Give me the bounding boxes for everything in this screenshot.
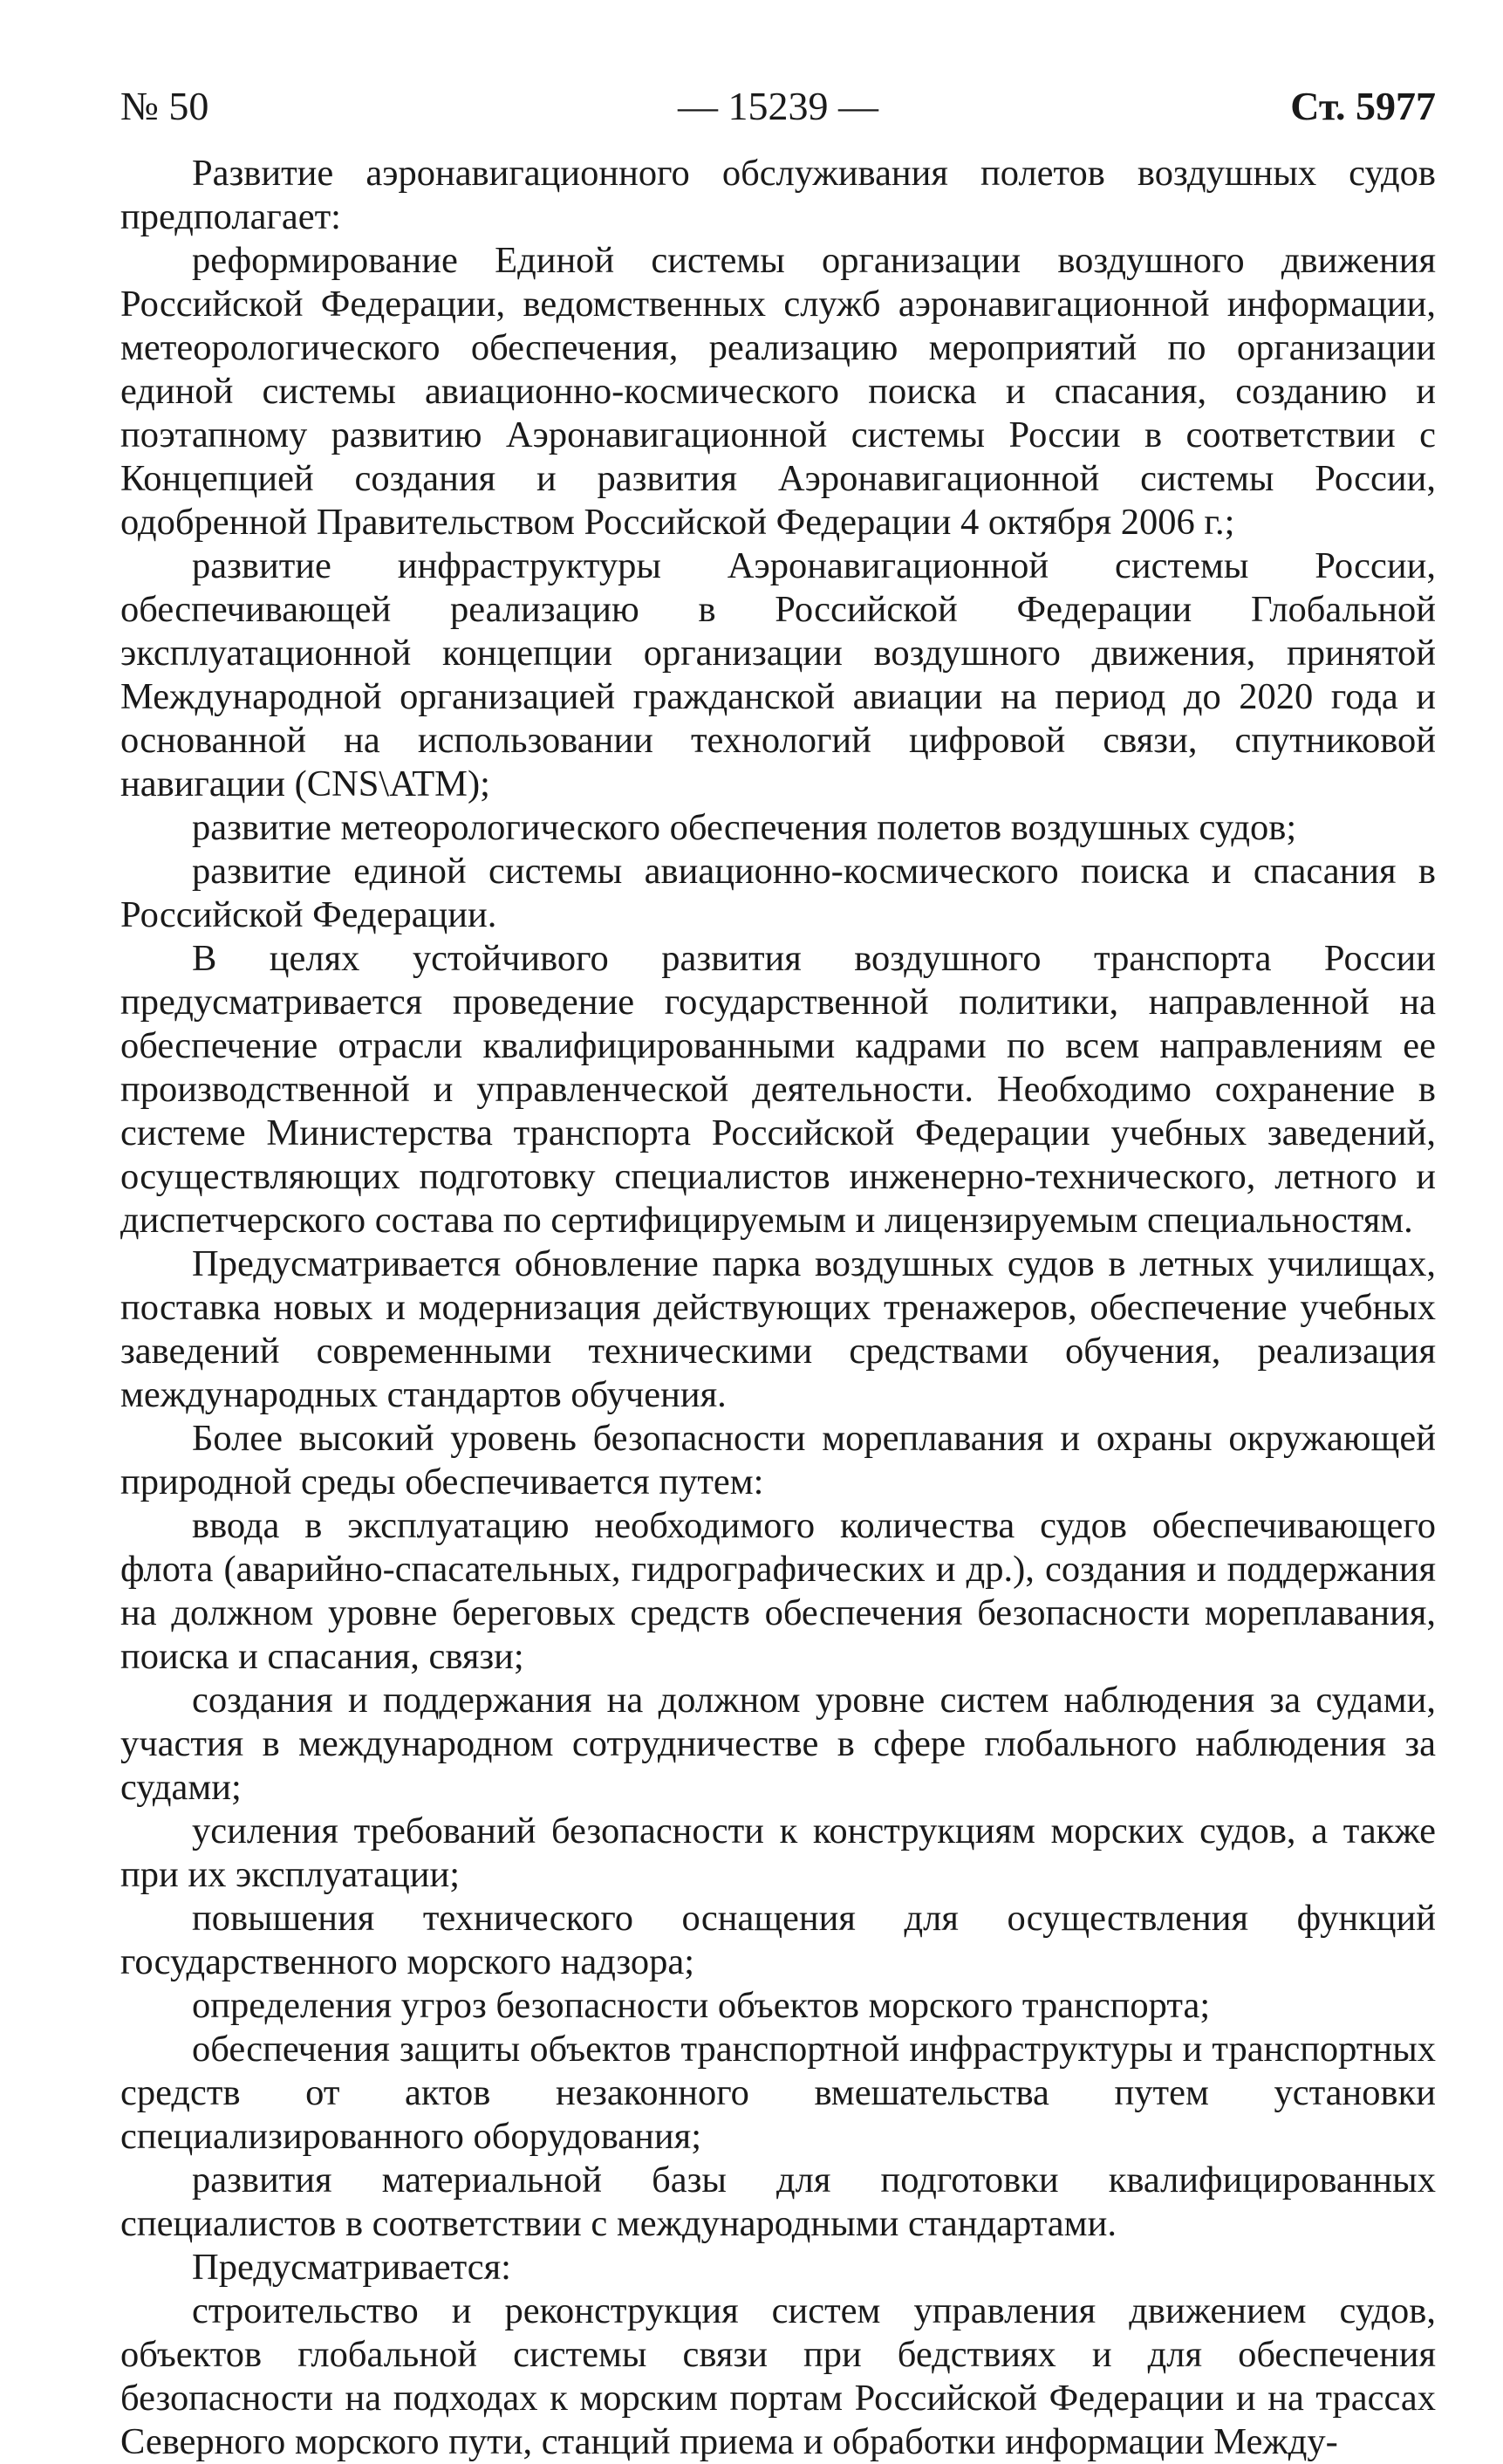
paragraph: Предусматривается обновление парка воздушных судов в летных училищах, поставка новых и модернизация действующих тренажеров, обеспечение учебных заведений современными техническими средствами обучения, реализация международных стандартов обучения.	[120, 1243, 1436, 1415]
paragraph: строительство и реконструкция систем управления движением судов, объектов глобальной системы связи при бедствиях и для обеспечения безопасности на подходах к морским портам Российской Федерации и на трассах Северного морского пути, станций приема и обработки информации Между-	[120, 2290, 1436, 2462]
document-page	[120, 80, 1436, 2464]
paragraph: развитие инфраструктуры Аэронавигационной системы России, обеспечивающей реализацию в Российской Федерации Глобальной эксплуатационной концепции организации воздушного движения, принятой Международной организацией гражданской авиации на период до 2020 года и основанной на использовании технологий цифровой связи, спутниковой навигации (CNS\ATM);	[120, 545, 1436, 804]
paragraph: Развитие аэронавигационного обслуживания полетов воздушных судов предполагает:	[120, 153, 1436, 237]
paragraph: развития материальной базы для подготовки квалифицированных специалистов в соответствии с международными стандартами.	[120, 2159, 1436, 2244]
paragraph: Предусматривается:	[192, 2247, 511, 2288]
document-body	[120, 152, 1436, 2464]
paragraph: создания и поддержания на должном уровне систем наблюдения за судами, участия в международном сотрудничестве в сфере глобального наблюдения за судами;	[120, 1680, 1436, 1808]
paragraph: определения угроз безопасности объектов морского транспорта;	[192, 1985, 1211, 2026]
page-number: — 15239 —	[678, 84, 878, 128]
issue-number: № 50	[120, 84, 209, 128]
running-header	[120, 80, 1436, 133]
paragraph: повышения технического оснащения для осуществления функций государственного морского надзора;	[120, 1898, 1436, 1982]
paragraph: Более высокий уровень безопасности мореплавания и охраны окружающей природной среды обеспечивается путем:	[120, 1418, 1436, 1502]
paragraph: В целях устойчивого развития воздушного транспорта России предусматривается проведение государственной политики, направленной на обеспечение отрасли квалифицированными кадрами по всем направлениям ее производственной и управленческой деятельности. Необходимо сохранение в системе Министерства транспорта Российской Федерации учебных заведений, осуществляющих подготовку специалистов инженерно-технического, летного и диспетчерского состава по сертифицируемым и лицензируемым специальностям.	[120, 938, 1436, 1241]
paragraph: усиления требований безопасности к конструкциям морских судов, а также при их эксплуатации;	[120, 1810, 1436, 1895]
paragraph: развитие метеорологического обеспечения полетов воздушных судов;	[192, 807, 1297, 848]
article-number: Ст. 5977	[1290, 84, 1436, 128]
paragraph: развитие единой системы авиационно-космического поиска и спасания в Российской Федерации.	[120, 851, 1436, 935]
paragraph: обеспечения защиты объектов транспортной инфраструктуры и транспортных средств от актов незаконного вмешательства путем установки специализированного оборудования;	[120, 2029, 1436, 2157]
paragraph: реформирование Единой системы организации воздушного движения Российской Федерации, ведомственных служб аэронавигационной информации, метеорологического обеспечения, реализацию мероприятий по организации единой системы авиационно-космического поиска и спасания, созданию и поэтапному развитию Аэронавигационной системы России в соответствии с Концепцией создания и развития Аэронавигационной системы России, одобренной Правительством Российской Федерации 4 октября 2006 г.;	[120, 240, 1436, 543]
paragraph: ввода в эксплуатацию необходимого количества судов обеспечивающего флота (аварийно-спасательных, гидрографических и др.), создания и поддержания на должном уровне береговых средств обеспечения безопасности мореплавания, поиска и спасания, связи;	[120, 1505, 1436, 1677]
